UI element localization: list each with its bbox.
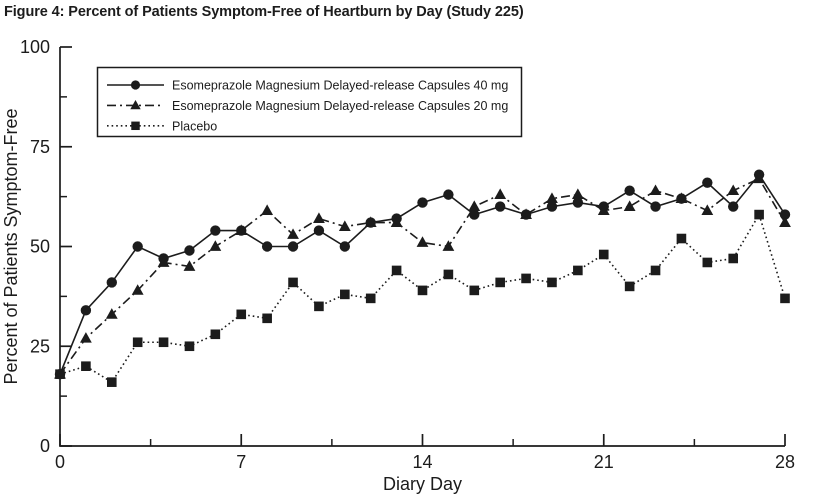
triangle-marker	[209, 240, 221, 251]
legend-label: Esomeprazole Magnesium Delayed-release Capsules 20 mg	[172, 98, 509, 113]
square-marker	[340, 290, 350, 300]
x-tick-label: 14	[412, 452, 433, 472]
circle-marker	[650, 201, 660, 211]
y-tick-label: 100	[19, 37, 50, 57]
triangle-marker	[624, 200, 636, 211]
triangle-marker	[106, 308, 118, 319]
y-tick-label: 25	[29, 336, 50, 357]
triangle-marker	[701, 204, 713, 215]
triangle-marker	[572, 188, 584, 199]
x-axis-title: Diary Day	[382, 474, 463, 494]
legend-label: Esomeprazole Magnesium Delayed-release Capsules 40 mg	[172, 78, 509, 93]
square-marker	[366, 294, 376, 304]
triangle-marker	[727, 184, 739, 195]
square-marker	[547, 278, 557, 288]
circle-marker	[81, 305, 91, 315]
circle-marker	[702, 177, 712, 187]
x-tick-label: 28	[774, 452, 796, 472]
square-marker	[754, 210, 764, 220]
triangle-marker	[442, 240, 454, 251]
circle-marker	[624, 185, 634, 195]
square-marker	[81, 361, 91, 371]
triangle-marker	[468, 200, 480, 211]
legend	[98, 68, 522, 137]
y-tick-label: 75	[29, 136, 50, 157]
square-marker	[392, 266, 402, 276]
triangle-marker	[313, 212, 325, 223]
circle-marker	[288, 241, 298, 251]
circle-marker	[314, 225, 324, 235]
circle-marker	[728, 201, 738, 211]
circle-marker	[495, 201, 505, 211]
square-marker	[159, 337, 169, 347]
triangle-marker	[779, 216, 791, 227]
x-tick-label: 7	[236, 452, 247, 472]
square-marker	[131, 122, 139, 130]
square-marker	[651, 266, 661, 276]
triangle-marker	[261, 204, 273, 215]
circle-marker	[262, 241, 272, 251]
square-marker	[314, 302, 324, 312]
square-marker	[780, 294, 790, 304]
square-marker	[469, 286, 479, 296]
square-marker	[133, 337, 143, 347]
square-marker	[262, 314, 272, 324]
circle-marker	[210, 225, 220, 235]
square-marker	[211, 329, 221, 339]
square-marker	[677, 234, 687, 244]
y-axis-title: Percent of Patients Symptom-Free	[1, 108, 21, 385]
circle-marker	[131, 80, 140, 89]
triangle-marker	[80, 332, 92, 343]
y-tick-label: 0	[39, 436, 50, 456]
square-marker	[495, 278, 505, 288]
circle-marker	[340, 241, 350, 251]
square-marker	[107, 377, 117, 387]
triangle-marker	[287, 228, 299, 239]
circle-marker	[417, 197, 427, 207]
series-line	[60, 179, 785, 375]
x-tick-label: 21	[593, 452, 614, 472]
square-marker	[444, 270, 454, 280]
triangle-marker	[650, 184, 662, 195]
square-marker	[288, 278, 298, 288]
square-marker	[625, 282, 635, 292]
figure-title: Figure 4: Percent of Patients Symptom-Free of Heartburn by Day (Study 225)	[4, 4, 524, 20]
square-marker	[185, 341, 195, 351]
x-tick-label: 0	[54, 452, 66, 472]
square-marker	[521, 274, 531, 284]
square-marker	[728, 254, 738, 264]
square-marker	[573, 266, 583, 276]
square-marker	[236, 310, 246, 320]
triangle-marker	[494, 188, 506, 199]
circle-marker	[184, 245, 194, 255]
circle-marker	[132, 241, 142, 251]
square-marker	[418, 286, 428, 296]
triangle-marker	[417, 236, 429, 247]
square-marker	[703, 258, 713, 268]
square-marker	[55, 369, 65, 379]
y-tick-label: 50	[29, 236, 50, 257]
square-marker	[599, 250, 609, 260]
circle-marker	[107, 277, 117, 287]
circle-marker	[443, 189, 453, 199]
legend-label: Placebo	[172, 119, 218, 134]
